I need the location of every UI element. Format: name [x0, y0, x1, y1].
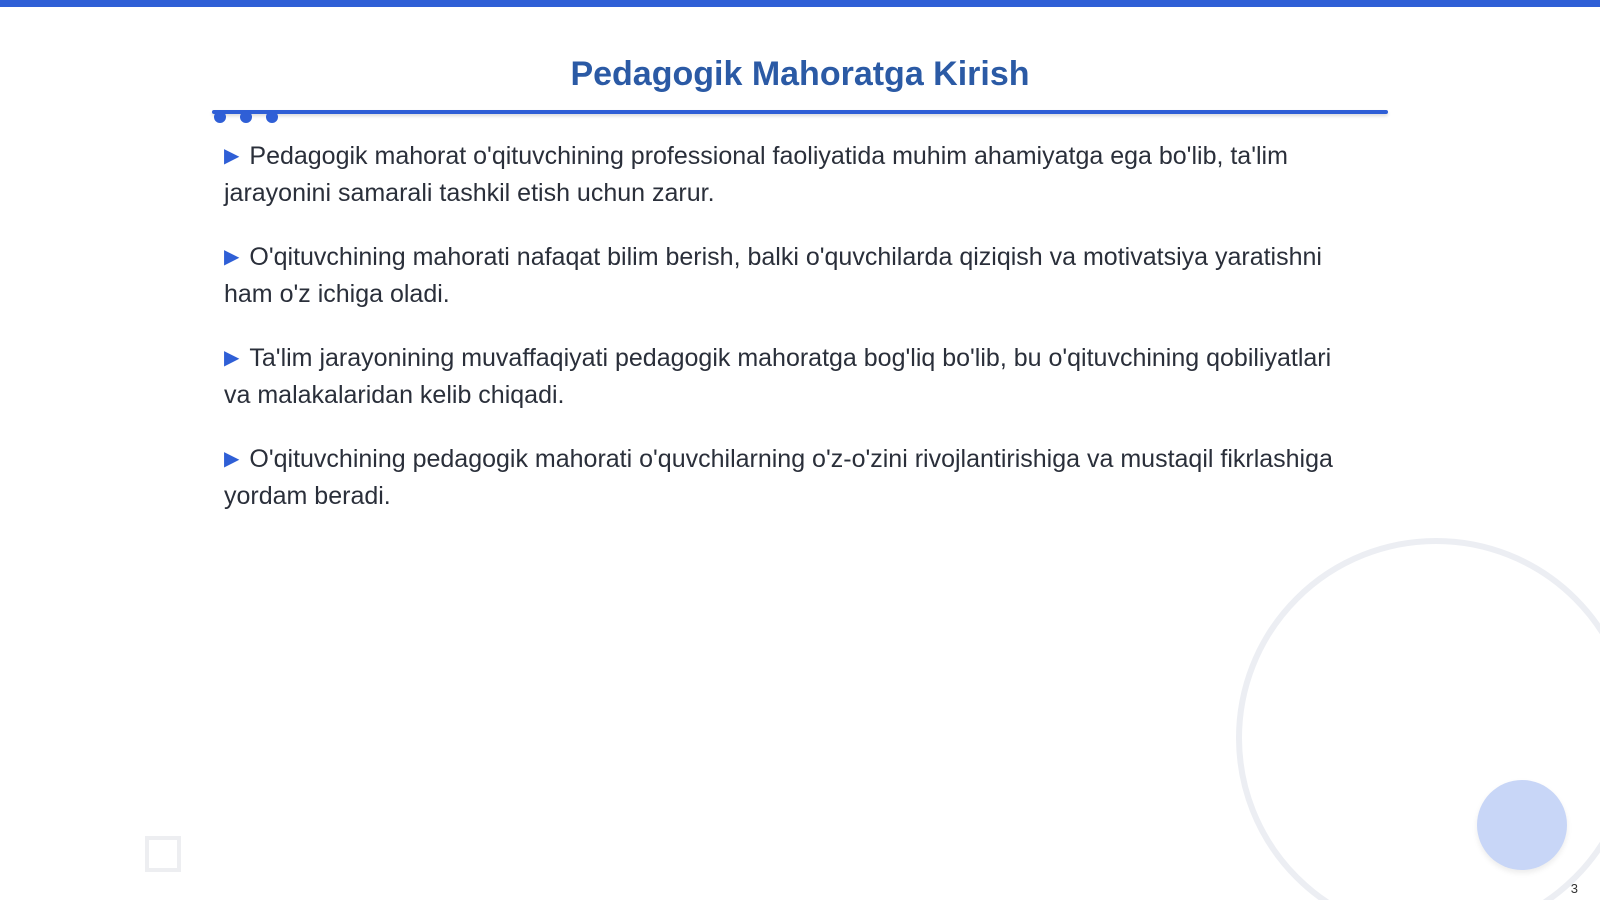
bullet-arrow-icon: ▶: [224, 246, 240, 268]
bullet-item: [224, 239, 1354, 313]
decorative-circle: [1477, 780, 1567, 870]
bullet-list: [224, 138, 1354, 542]
title-underline: [212, 110, 1388, 114]
bullet-item: [224, 138, 1354, 212]
page-number: 3: [1570, 881, 1578, 896]
bullet-text: Ta'lim jarayonining muvaffaqiyati pedagogik mahoratga bog'liq bo'lib, bu o'qituvchining qobiliyatlari va malakalaridan kelib chiqadi.: [224, 344, 1332, 409]
bullet-arrow-icon: ▶: [224, 145, 240, 167]
slide-title: Pedagogik Mahoratga Kirish: [570, 55, 1030, 93]
bullet-text: Pedagogik mahorat o'qituvchining professional faoliyatida muhim ahamiyatga ega bo'lib, ta'lim jarayonini samarali tashkil etish uchun zarur.: [224, 142, 1288, 207]
bullet-arrow-icon: ▶: [224, 448, 240, 470]
bullet-text: O'qituvchining mahorati nafaqat bilim berish, balki o'quvchilarda qiziqish va motivatsiya yaratishni ham o'z ichiga oladi.: [224, 243, 1322, 308]
bullet-item: [224, 441, 1354, 515]
decorative-square: [145, 836, 181, 872]
decorative-dot: [214, 111, 226, 123]
bullet-item: [224, 340, 1354, 414]
top-accent-bar: [0, 0, 1600, 7]
decorative-dot: [240, 111, 252, 123]
decorative-dot: [266, 111, 278, 123]
bullet-arrow-icon: ▶: [224, 347, 240, 369]
bullet-text: O'qituvchining pedagogik mahorati o'quvchilarning o'z-o'zini rivojlantirishiga va mustaqil fikrlashiga yordam beradi.: [224, 445, 1333, 510]
